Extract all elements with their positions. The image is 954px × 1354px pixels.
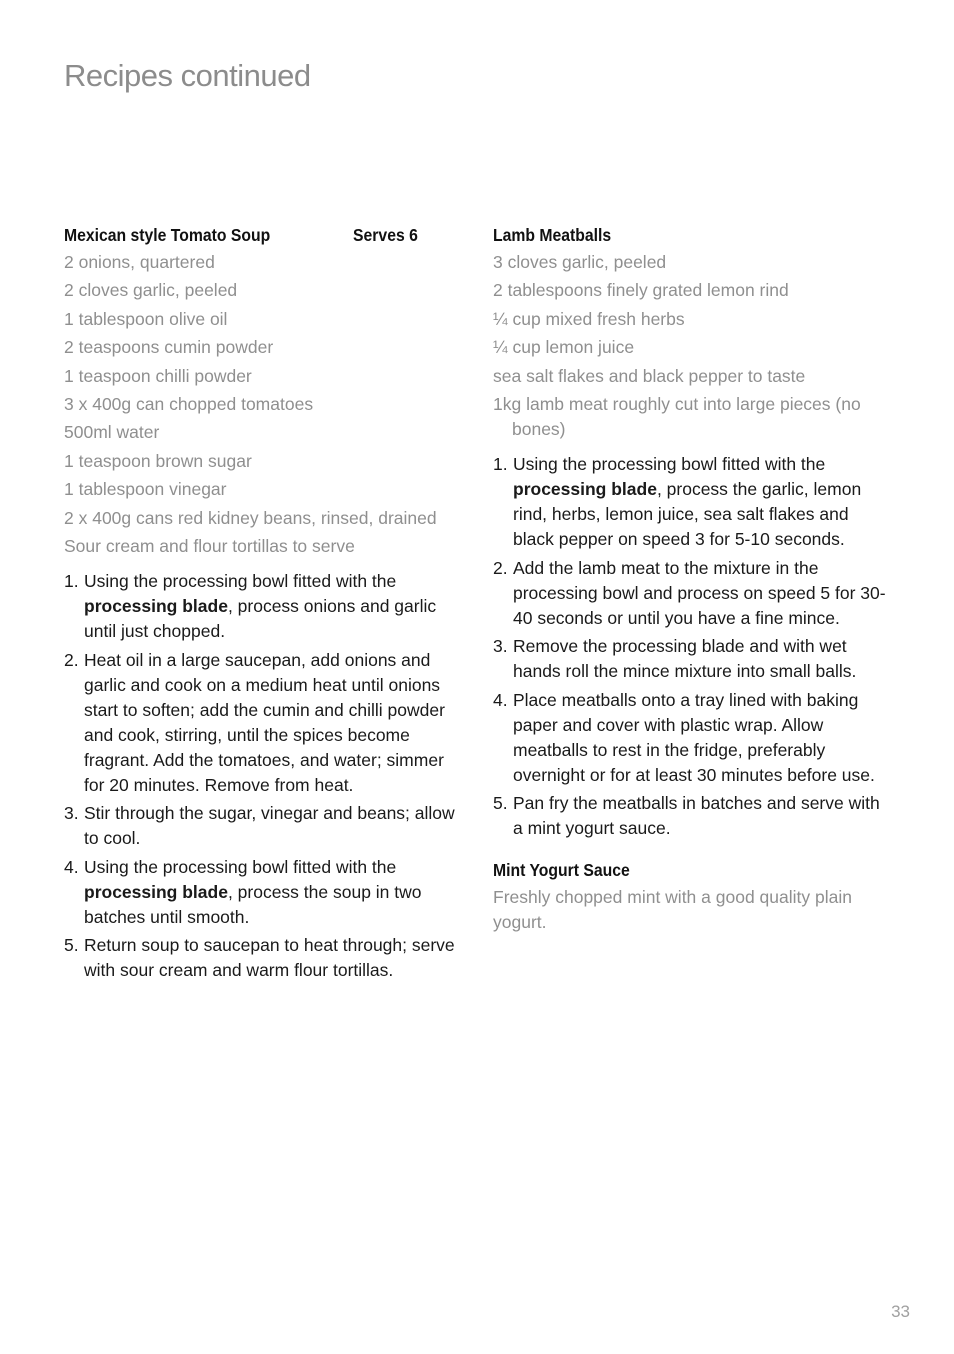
step-text-part: Using the processing bowl fitted with the: [84, 570, 397, 591]
sauce-text: Freshly chopped mint with a good quality plain yogurt.: [493, 887, 852, 933]
ingredient-item: 3 cloves garlic, peeled: [493, 252, 667, 272]
step-text: [513, 452, 893, 552]
step-number: 3.: [64, 803, 79, 824]
step-number: 1.: [493, 453, 508, 474]
ingredient-item: 2 teaspoons cumin powder: [64, 337, 274, 358]
soup-title: Mexican style Tomato Soup: [64, 225, 271, 245]
lamb-ingredients: [493, 250, 893, 442]
page-number: 33: [891, 1302, 910, 1321]
method-step: [493, 634, 893, 684]
page-title: Recipes continued: [64, 58, 311, 93]
ingredient-item: ¼ cup mixed fresh herbs: [493, 308, 685, 329]
lamb-title: Lamb Meatballs: [493, 225, 612, 245]
soup-ingredients: [64, 250, 462, 559]
step-number: 3.: [493, 636, 508, 657]
method-step: [64, 648, 462, 798]
method-step: [493, 556, 893, 631]
step-text-part: Using the processing bowl fitted with the: [84, 856, 397, 877]
step-text: [513, 688, 893, 788]
ingredient-item: 1kg lamb meat roughly cut into large pieces (no bones): [493, 393, 861, 439]
ingredient-item: 1 tablespoon vinegar: [64, 479, 227, 500]
method-step: [493, 791, 893, 841]
step-number: 5.: [64, 935, 79, 956]
method-step: [64, 933, 462, 983]
step-number: 5.: [493, 793, 508, 814]
ingredient-item: 2 x 400g cans red kidney beans, rinsed, drained: [64, 507, 437, 528]
step-number: 4.: [493, 689, 508, 710]
step-bold-term: processing blade: [84, 595, 228, 616]
step-text-part: Pan fry the meatballs in batches and serve with a mint yogurt sauce.: [513, 793, 880, 839]
step-text-part: Add the lamb meat to the mixture in the processing bowl and process on speed 5 for 30-40 seconds or until you have a fine mince.: [513, 557, 886, 628]
step-text-part: Remove the processing blade and with wet hands roll the mince mixture into small balls.: [513, 636, 857, 682]
ingredient-item: 1 teaspoon chilli powder: [64, 365, 252, 386]
ingredient-item: ¼ cup lemon juice: [493, 337, 635, 358]
soup-recipe: [64, 222, 462, 987]
step-number: 2.: [64, 649, 79, 670]
lamb-method: [493, 452, 893, 841]
step-text-part: , process onions and garlic until just chopped.: [84, 595, 437, 641]
ingredient-item: 2 cloves garlic, peeled: [64, 280, 238, 301]
method-step: [64, 801, 462, 851]
step-text: [513, 791, 893, 841]
soup-method: [64, 569, 462, 983]
sauce-title: Mint Yogurt Sauce: [493, 860, 630, 881]
method-step: [493, 688, 893, 788]
step-text-part: , process the soup in two batches until smooth.: [84, 881, 422, 927]
ingredient-item: 3 x 400g can chopped tomatoes: [64, 393, 314, 414]
step-text: [84, 648, 462, 798]
lamb-recipe-header: [493, 222, 893, 248]
step-text: [84, 801, 462, 851]
step-text: [513, 634, 893, 684]
ingredient-item: 500ml water: [64, 422, 160, 443]
ingredient-item: 1 tablespoon olive oil: [64, 308, 228, 329]
method-step: [493, 452, 893, 552]
ingredient-item: Sour cream and flour tortillas to serve: [64, 535, 355, 556]
ingredient-item: 2 tablespoons finely grated lemon rind: [493, 280, 789, 301]
step-bold-term: processing blade: [513, 478, 657, 499]
soup-recipe-header: [64, 222, 462, 248]
ingredient-item: 2 onions, quartered: [64, 252, 215, 272]
step-text-part: Place meatballs onto a tray lined with baking paper and cover with plastic wrap. Allow meatballs to rest in the fridge, preferably overnight or for at least 30 minutes before use.: [513, 689, 875, 785]
step-number: 4.: [64, 856, 79, 877]
step-text-part: , process the garlic, lemon rind, herbs, lemon juice, sea salt flakes and black pepper on speed 3 for 5-10 seconds.: [513, 478, 862, 549]
step-text-part: Return soup to saucepan to heat through; serve with sour cream and warm flour tortillas.: [84, 935, 455, 981]
step-text-part: Heat oil in a large saucepan, add onions and garlic and cook on a medium heat until onions start to soften; add the cumin and chilli powder and cook, stirring, until the spices become fragrant. Add the tomatoes, and water; simmer for 20 minutes. Remove from heat.: [84, 649, 445, 795]
step-number: 1.: [64, 570, 79, 591]
step-text: [513, 556, 893, 631]
step-bold-term: processing blade: [84, 881, 228, 902]
step-text: [84, 569, 462, 644]
soup-serves: Serves 6: [353, 225, 418, 245]
ingredient-item: 1 teaspoon brown sugar: [64, 450, 252, 471]
step-number: 2.: [493, 557, 508, 578]
method-step: [64, 569, 462, 644]
step-text: [84, 933, 462, 983]
step-text-part: Stir through the sugar, vinegar and beans; allow to cool.: [84, 803, 455, 849]
step-text-part: Using the processing bowl fitted with the: [513, 453, 826, 474]
ingredient-item: sea salt flakes and black pepper to taste: [493, 365, 806, 386]
lamb-recipe: [493, 222, 893, 935]
step-text: [84, 855, 462, 930]
method-step: [64, 855, 462, 930]
